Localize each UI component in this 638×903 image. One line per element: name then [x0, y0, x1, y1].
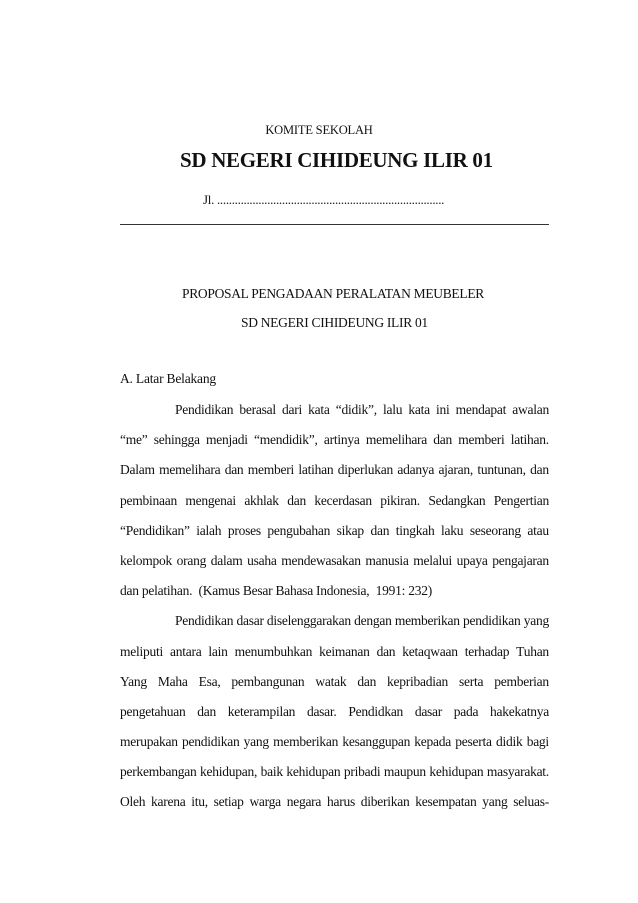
- proposal-title: PROPOSAL PENGADAAN PERALATAN MEUBELER: [182, 286, 484, 301]
- paragraph-line: “Pendidikan” ialah proses pengubahan sikap dan tingkah laku seseorang atau: [120, 522, 549, 538]
- paragraph-line: dan pelatihan. (Kamus Besar Bahasa Indonesia, 1991: 232): [120, 583, 433, 599]
- school-name-heading: SD NEGERI CIHIDEUNG ILIR 01: [180, 148, 493, 172]
- paragraph-line: perkembangan kehidupan, baik kehidupan pribadi maupun kehidupan masyarakat.: [120, 764, 549, 780]
- paragraph-line: “me” sehingga menjadi “mendidik”, artinya memelihara dan memberi latihan.: [120, 432, 549, 448]
- school-address: Jl. .............................................................................: [203, 192, 445, 207]
- proposal-subtitle: SD NEGERI CIHIDEUNG ILIR 01: [241, 315, 428, 330]
- section-a-body: [120, 402, 549, 825]
- letterhead-divider: [120, 224, 549, 225]
- paragraph-line: pengetahuan dan keterampilan dasar. Pendidkan dasar pada hakekatnya: [120, 703, 549, 719]
- paragraph-line: Pendidikan dasar diselenggarakan dengan memberikan pendidikan yang: [175, 613, 549, 629]
- paragraph-line: meliputi antara lain menumbuhkan keimanan dan ketaqwaan terhadap Tuhan: [120, 643, 549, 659]
- paragraph-line: Pendidikan berasal dari kata “didik”, lalu kata ini mendapat awalan: [175, 402, 549, 417]
- paragraph-line: Dalam memelihara dan memberi latihan diperlukan adanya ajaran, tuntunan, dan: [120, 462, 549, 478]
- committee-title: KOMITE SEKOLAH: [265, 123, 373, 137]
- paragraph-line: kelompok orang dalam usaha mendewasakan manusia melalui upaya pengajaran: [120, 552, 549, 568]
- paragraph-line: Oleh karena itu, setiap warga negara harus diberikan kesempatan yang seluas-: [120, 794, 549, 810]
- paragraph-line: pembinaan mengenai akhlak dan kecerdasan pikiran. Sedangkan Pengertian: [120, 492, 549, 508]
- section-a-heading: A. Latar Belakang: [120, 371, 216, 386]
- paragraph-line: Yang Maha Esa, pembangunan watak dan kepribadian serta pemberian: [120, 673, 549, 689]
- paragraph-line: merupakan pendidikan yang memberikan kesanggupan kepada peserta didik bagi: [120, 734, 549, 750]
